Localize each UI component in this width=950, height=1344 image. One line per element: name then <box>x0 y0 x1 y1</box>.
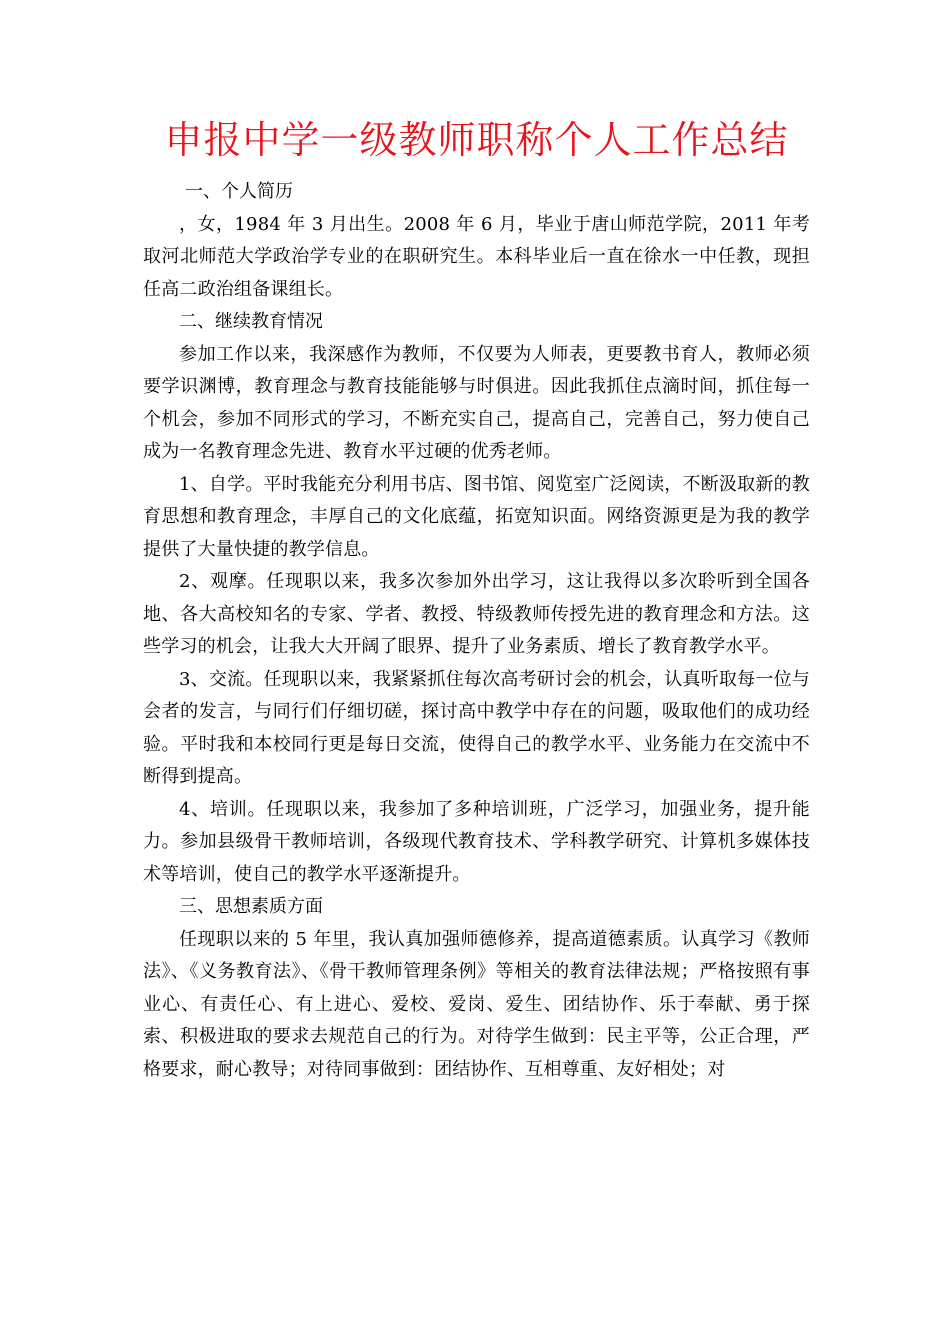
body-paragraph: 3、交流。任现职以来，我紧紧抓住每次高考研讨会的机会，认真听取每一位与会者的发言，与同行们仔细切磋，探讨高中教学中存在的问题，吸取他们的成功经验。平时我和本校同行更是每日交流，使得自己的教学水平、业务能力在交流中不断得到提高。 <box>143 668 810 787</box>
body-paragraph: 4、培训。任现职以来，我参加了多种培训班，广泛学习，加强业务，提升能力。参加县级骨干教师培训，各级现代教育技术、学科教学研究、计算机多媒体技术等培训，使自己的教学水平逐渐提升。 <box>143 798 810 885</box>
section-heading: 二、继续教育情况 <box>179 311 323 332</box>
body-paragraph: 任现职以来的 5 年里，我认真加强师德修养，提高道德素质。认真学习《教师法》、《义务教育法》、《骨干教师管理条例》等相关的教育法律法规；严格按照有事业心、有责任心、有上进心、爱校、爱岗、爱生、团结协作、乐于奉献、勇于探索、积极进取的要求去规范自己的行为。对待学生做到：民主平等，公正合理，严格要求，耐心教导；对待同事做到：团结协作、互相尊重、友好相处；对 <box>143 928 810 1080</box>
document-page <box>143 112 810 1086</box>
body-paragraph: ，女，1984 年 3 月出生。2008 年 6 月，毕业于唐山师范学院，2011 年考取河北师范大学政治学专业的在职研究生。本科毕业后一直在徐水一中任教，现担任高二政治组备课组长。 <box>143 213 810 300</box>
document-body <box>143 176 810 1086</box>
section-heading: 一、个人简历 <box>185 181 293 202</box>
body-paragraph: 参加工作以来，我深感作为教师，不仅要为人师表，更要教书育人，教师必须要学识渊博，教育理念与教育技能能够与时俱进。因此我抓住点滴时间，抓住每一个机会，参加不同形式的学习，不断充实自己，提高自己，完善自己，努力使自己成为一名教育理念先进、教育水平过硬的优秀老师。 <box>143 343 810 462</box>
document-title: 申报中学一级教师职称个人工作总结 <box>164 118 789 162</box>
section-heading: 三、思想素质方面 <box>179 896 323 917</box>
body-paragraph: 1、自学。平时我能充分利用书店、图书馆、阅览室广泛阅读，不断汲取新的教育思想和教育理念，丰厚自己的文化底蕴，拓宽知识面。网络资源更是为我的教学提供了大量快捷的教学信息。 <box>143 473 810 560</box>
body-paragraph: 2、观摩。任现职以来，我多次参加外出学习，这让我得以多次聆听到全国各地、各大高校知名的专家、学者、教授、特级教师传授先进的教育理念和方法。这些学习的机会，让我大大开阔了眼界、提升了业务素质、增长了教育教学水平。 <box>143 571 810 657</box>
